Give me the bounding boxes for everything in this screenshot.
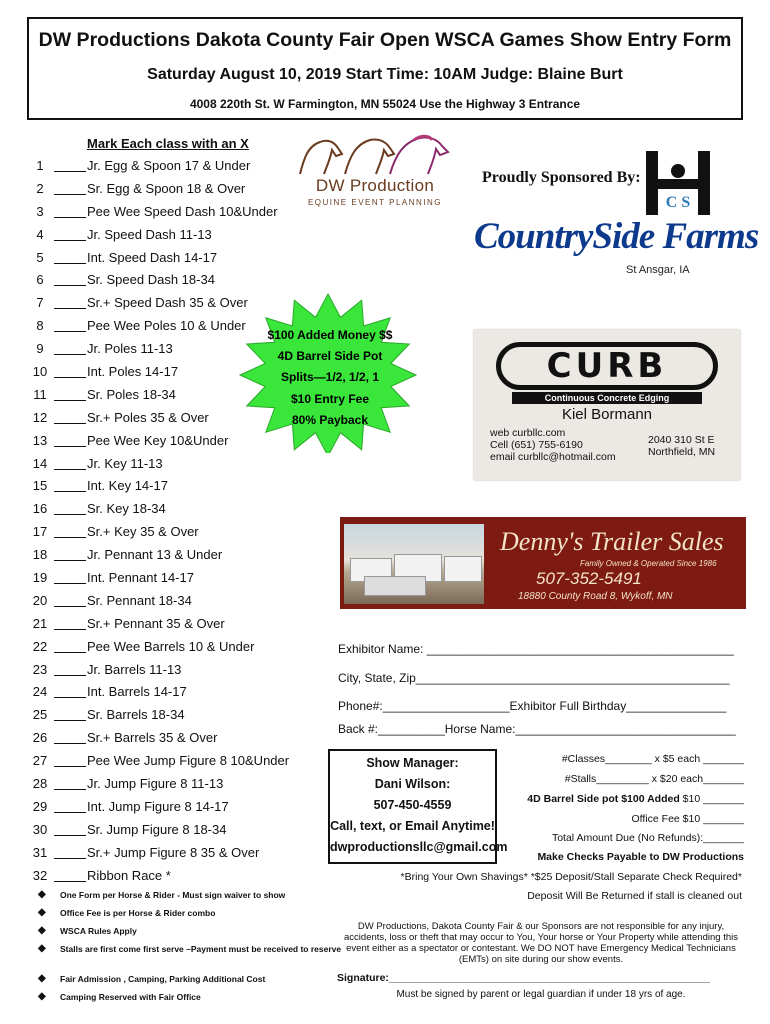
class-row	[30, 452, 320, 475]
class-mark-line[interactable]	[54, 560, 86, 561]
class-number: 25	[32, 707, 48, 723]
curb-business-card	[474, 330, 740, 480]
class-mark-line[interactable]	[54, 469, 86, 470]
class-list-heading: Mark Each class with an X	[87, 136, 249, 151]
class-name: Int. Barrels 14-17	[87, 684, 187, 700]
note-text: WSCA Rules Apply	[60, 926, 137, 936]
class-number: 11	[33, 386, 47, 402]
diamond-bullet-icon: ◆	[38, 889, 46, 900]
countryside-farms-name: CountrySide Farms	[474, 216, 759, 257]
event-date-time-judge: Saturday August 10, 2019 Start Time: 10AM Judge: Blaine Burt	[147, 66, 623, 83]
class-name: Jr. Egg & Spoon 17 & Under	[87, 158, 251, 173]
class-number: 12	[32, 409, 48, 425]
header-box	[27, 17, 743, 120]
class-number: 16	[32, 501, 48, 517]
class-name: Int. Key 14-17	[87, 478, 168, 494]
back-number-horse-name-field[interactable]: Back #:__________Horse Name:_________________________________	[338, 722, 736, 736]
curb-logo-box	[496, 342, 718, 390]
class-number: 5	[36, 249, 44, 265]
manager-email: dwproductionsllc@gmail.com	[330, 840, 508, 854]
event-address: 4008 220th St. W Farmington, MN 55024 Use the Highway 3 Entrance	[189, 97, 581, 111]
note-item	[34, 890, 350, 900]
class-mark-line[interactable]	[54, 263, 86, 264]
class-number: 1	[36, 158, 44, 173]
class-number: 4	[36, 226, 44, 242]
countryside-farms-ad	[470, 145, 759, 285]
class-name: Sr.+ Barrels 35 & Over	[87, 730, 218, 746]
class-number: 13	[32, 432, 48, 448]
show-manager-box	[328, 749, 508, 864]
class-name: Sr. Pennant 18-34	[87, 592, 192, 608]
class-name: Jr. Speed Dash 11-13	[87, 226, 212, 242]
class-mark-line[interactable]	[54, 491, 86, 492]
diamond-bullet-icon: ◆	[38, 925, 46, 936]
diamond-bullet-icon: ◆	[38, 907, 46, 918]
side-pot-label: 4D Barrel Side pot $100 Added	[527, 793, 680, 805]
class-number: 22	[32, 638, 48, 654]
dw-production-logo	[290, 130, 460, 210]
class-number: 28	[32, 776, 48, 792]
class-number: 17	[32, 524, 48, 540]
class-mark-line[interactable]	[54, 606, 86, 607]
class-name: Pee Wee Barrels 10 & Under	[87, 638, 255, 654]
class-number: 14	[32, 455, 48, 471]
class-row	[30, 726, 320, 749]
curb-email: email curbllc@hotmail.com	[490, 451, 616, 463]
curb-contact-name: Kiel Bormann	[561, 406, 653, 423]
class-mark-line[interactable]	[54, 652, 86, 653]
starburst-payback: 80% Payback	[291, 413, 369, 427]
class-name: Sr. Key 18-34	[87, 501, 166, 517]
class-row	[30, 497, 320, 520]
class-number: 3	[36, 203, 44, 219]
note-item	[34, 944, 350, 954]
note-text: Office Fee is per Horse & Rider combo	[60, 908, 216, 918]
curb-address-city: Northfield, MN	[648, 446, 716, 458]
dennys-phone: 507-352-5491	[536, 569, 642, 588]
class-number: 19	[32, 570, 48, 586]
note-text: One Form per Horse & Rider - Must sign waiver to show	[60, 890, 286, 900]
guardian-note: Must be signed by parent or legal guardian if under 18 yrs of age.	[396, 989, 686, 1000]
class-mark-line[interactable]	[54, 789, 86, 790]
class-number: 20	[32, 592, 48, 608]
class-name: Int. Jump Figure 8 14-17	[87, 798, 229, 814]
diamond-bullet-icon: ◆	[38, 943, 46, 954]
class-row	[30, 246, 320, 269]
dw-logo-name: DW Production	[315, 176, 435, 195]
class-row	[30, 223, 320, 246]
side-pot-fee-line[interactable]	[527, 793, 744, 805]
class-number: 7	[36, 295, 44, 311]
class-mark-line[interactable]	[54, 583, 86, 584]
added-money-starburst	[228, 283, 428, 453]
class-name: Sr.+ Jump Figure 8 35 & Over	[87, 844, 260, 860]
exhibitor-name-field[interactable]: Exhibitor Name: ______________________________________________	[338, 642, 734, 656]
class-row	[30, 154, 320, 177]
class-name: Ribbon Race *	[87, 867, 171, 883]
class-row	[30, 543, 320, 566]
class-mark-line[interactable]	[54, 858, 86, 859]
class-name: Sr.+ Speed Dash 35 & Over	[87, 295, 248, 311]
class-name: Sr. Speed Dash 18-34	[87, 272, 215, 288]
dennys-tagline: Family Owned & Operated Since 1986	[580, 559, 717, 568]
dw-logo-tagline: EQUINE EVENT PLANNING	[307, 198, 443, 207]
curb-website: web curbllc.com	[490, 427, 566, 439]
curb-tagline: Continuous Concrete Edging	[512, 392, 702, 404]
class-number: 30	[32, 821, 48, 837]
class-row	[30, 566, 320, 589]
class-row	[30, 864, 320, 887]
class-number: 8	[36, 318, 44, 334]
starburst-entry-fee: $10 Entry Fee	[290, 392, 370, 406]
manager-contact-note: Call, text, or Email Anytime!	[330, 819, 495, 833]
shavings-deposit-note: *Bring Your Own Shavings* *$25 Deposit/Stall Separate Check Required*	[400, 871, 742, 883]
class-number: 26	[32, 730, 48, 746]
class-name: Sr. Barrels 18-34	[87, 707, 185, 723]
class-row	[30, 749, 320, 772]
liability-disclaimer: DW Productions, Dakota County Fair & our Sponsors are not responsible for any injury, accidents, loss or theft that may occur to You, Your horse or Your Property while attending this event either as a spectator or contestant. We DO NOT have Emergency Medical Technicians (EMTs) on site during our show events.	[344, 921, 738, 965]
diamond-bullet-icon: ◆	[38, 973, 46, 984]
class-mark-line[interactable]	[54, 423, 86, 424]
class-mark-line[interactable]	[54, 308, 86, 309]
class-mark-line[interactable]	[54, 400, 86, 401]
class-mark-line[interactable]	[54, 377, 86, 378]
class-list	[30, 154, 320, 887]
class-mark-line[interactable]	[54, 537, 86, 538]
class-row	[30, 589, 320, 612]
class-name: Pee Wee Key 10&Under	[87, 432, 229, 448]
trailer-lot-photo	[344, 524, 484, 604]
class-row	[30, 200, 320, 223]
class-name: Jr. Poles 11-13	[87, 341, 173, 357]
classes-fee-line[interactable]: #Classes________ x $5 each _______	[561, 753, 744, 765]
class-mark-line[interactable]	[54, 835, 86, 836]
class-number: 29	[32, 798, 48, 814]
class-row	[30, 612, 320, 635]
class-row	[30, 520, 320, 543]
class-mark-line[interactable]	[54, 720, 86, 721]
class-number: 21	[32, 615, 48, 631]
class-name: Sr.+ Poles 35 & Over	[87, 409, 209, 425]
class-row	[30, 772, 320, 795]
class-mark-line[interactable]	[54, 194, 86, 195]
note-text: Fair Admission , Camping, Parking Additional Cost	[60, 974, 266, 984]
class-name: Pee Wee Poles 10 & Under	[87, 318, 246, 334]
class-row	[30, 841, 320, 864]
office-fee-line[interactable]: Office Fee $10 _______	[631, 813, 744, 825]
curb-address-street: 2040 310 St E	[648, 434, 715, 446]
curb-phone: Cell (651) 755-6190	[490, 439, 583, 451]
class-mark-line[interactable]	[54, 881, 86, 882]
total-amount-line[interactable]: Total Amount Due (No Refunds):_______	[551, 832, 744, 844]
class-mark-line[interactable]	[54, 629, 86, 630]
class-row	[30, 795, 320, 818]
class-name: Jr. Key 11-13	[87, 455, 163, 471]
class-number: 24	[32, 684, 48, 700]
form-title: DW Productions Dakota County Fair Open WSCA Games Show Entry Form	[38, 29, 732, 51]
class-mark-line[interactable]	[54, 766, 86, 767]
starburst-side-pot: 4D Barrel Side Pot	[277, 349, 383, 363]
class-number: 32	[32, 867, 48, 883]
class-name: Sr.+ Key 35 & Over	[87, 524, 199, 540]
class-name: Sr. Egg & Spoon 18 & Over	[87, 180, 246, 196]
class-mark-line[interactable]	[54, 285, 86, 286]
class-row	[30, 680, 320, 703]
stalls-fee-line[interactable]: #Stalls_________ x $20 each_______	[564, 773, 744, 785]
manager-title: Show Manager:	[366, 756, 459, 770]
class-name: Pee Wee Speed Dash 10&Under	[87, 203, 278, 219]
class-name: Jr. Barrels 11-13	[87, 661, 182, 677]
class-name: Sr.+ Pennant 35 & Over	[87, 615, 225, 631]
class-number: 6	[36, 272, 44, 288]
class-number: 9	[36, 341, 44, 357]
class-mark-line[interactable]	[54, 812, 86, 813]
class-row	[30, 635, 320, 658]
class-name: Sr. Poles 18-34	[87, 386, 176, 402]
proudly-sponsored-by: Proudly Sponsored By:	[482, 169, 641, 186]
class-name: Int. Pennant 14-17	[87, 570, 194, 586]
countryside-emblem-icon	[642, 149, 714, 217]
class-name: Jr. Jump Figure 8 11-13	[87, 776, 224, 792]
class-number: 10	[32, 364, 48, 380]
class-row	[30, 177, 320, 200]
note-text: Camping Reserved with Fair Office	[60, 992, 201, 1002]
class-number: 15	[32, 478, 48, 494]
note-text: Stalls are first come first serve –Payment must be received to reserve	[60, 944, 342, 954]
dennys-trailer-sales-ad	[340, 517, 746, 609]
note-item	[34, 926, 350, 936]
class-mark-line[interactable]	[54, 240, 86, 241]
side-pot-amount: $10 _______	[679, 793, 744, 805]
class-mark-line[interactable]	[54, 675, 86, 676]
deposit-return-note: Deposit Will Be Returned if stall is cleaned out	[527, 890, 742, 902]
class-mark-line[interactable]	[54, 354, 86, 355]
manager-phone: 507-450-4559	[373, 798, 452, 812]
svg-text:C S: C S	[665, 194, 691, 211]
class-name: Int. Poles 14-17	[87, 364, 179, 380]
curb-logo: CURB	[546, 346, 668, 386]
signature-line[interactable]: Signature:_______________________________________________________	[337, 972, 711, 984]
class-mark-line[interactable]	[54, 743, 86, 744]
class-mark-line[interactable]	[54, 331, 86, 332]
class-mark-line[interactable]	[54, 217, 86, 218]
starburst-added-money: $100 Added Money $$	[267, 328, 393, 342]
checks-payable-note: Make Checks Payable to DW Productions	[537, 851, 744, 863]
countryside-location: St Ansgar, IA	[626, 264, 690, 276]
class-name: Pee Wee Jump Figure 8 10&Under	[87, 753, 290, 769]
class-number: 2	[36, 180, 44, 196]
city-state-zip-field[interactable]: City, State, Zip_______________________________________________	[338, 671, 730, 685]
class-number: 31	[32, 844, 48, 860]
class-mark-line[interactable]	[54, 446, 86, 447]
class-mark-line[interactable]	[54, 514, 86, 515]
diamond-bullet-icon: ◆	[38, 991, 46, 1002]
class-number: 23	[32, 661, 48, 677]
dennys-name: Denny's Trailer Sales	[500, 527, 724, 556]
class-mark-line[interactable]	[54, 171, 86, 172]
note-item	[34, 908, 350, 918]
class-mark-line[interactable]	[54, 697, 86, 698]
class-name: Int. Speed Dash 14-17	[87, 249, 218, 265]
class-row	[30, 703, 320, 726]
manager-name: Dani Wilson:	[374, 777, 451, 791]
phone-birthday-field[interactable]: Phone#:___________________Exhibitor Full Birthday_______________	[338, 699, 727, 713]
horse-heads-icon	[290, 130, 460, 178]
class-number: 27	[32, 753, 48, 769]
class-row	[30, 474, 320, 497]
class-name: Jr. Pennant 13 & Under	[87, 547, 223, 563]
starburst-splits: Splits—1/2, 1/2, 1	[280, 370, 380, 384]
class-name: Sr. Jump Figure 8 18-34	[87, 821, 227, 837]
class-row	[30, 658, 320, 681]
note-item	[34, 992, 350, 1002]
class-number: 18	[32, 547, 48, 563]
note-item	[34, 974, 350, 984]
class-row	[30, 818, 320, 841]
dennys-address: 18880 County Road 8, Wykoff, MN	[518, 591, 673, 602]
